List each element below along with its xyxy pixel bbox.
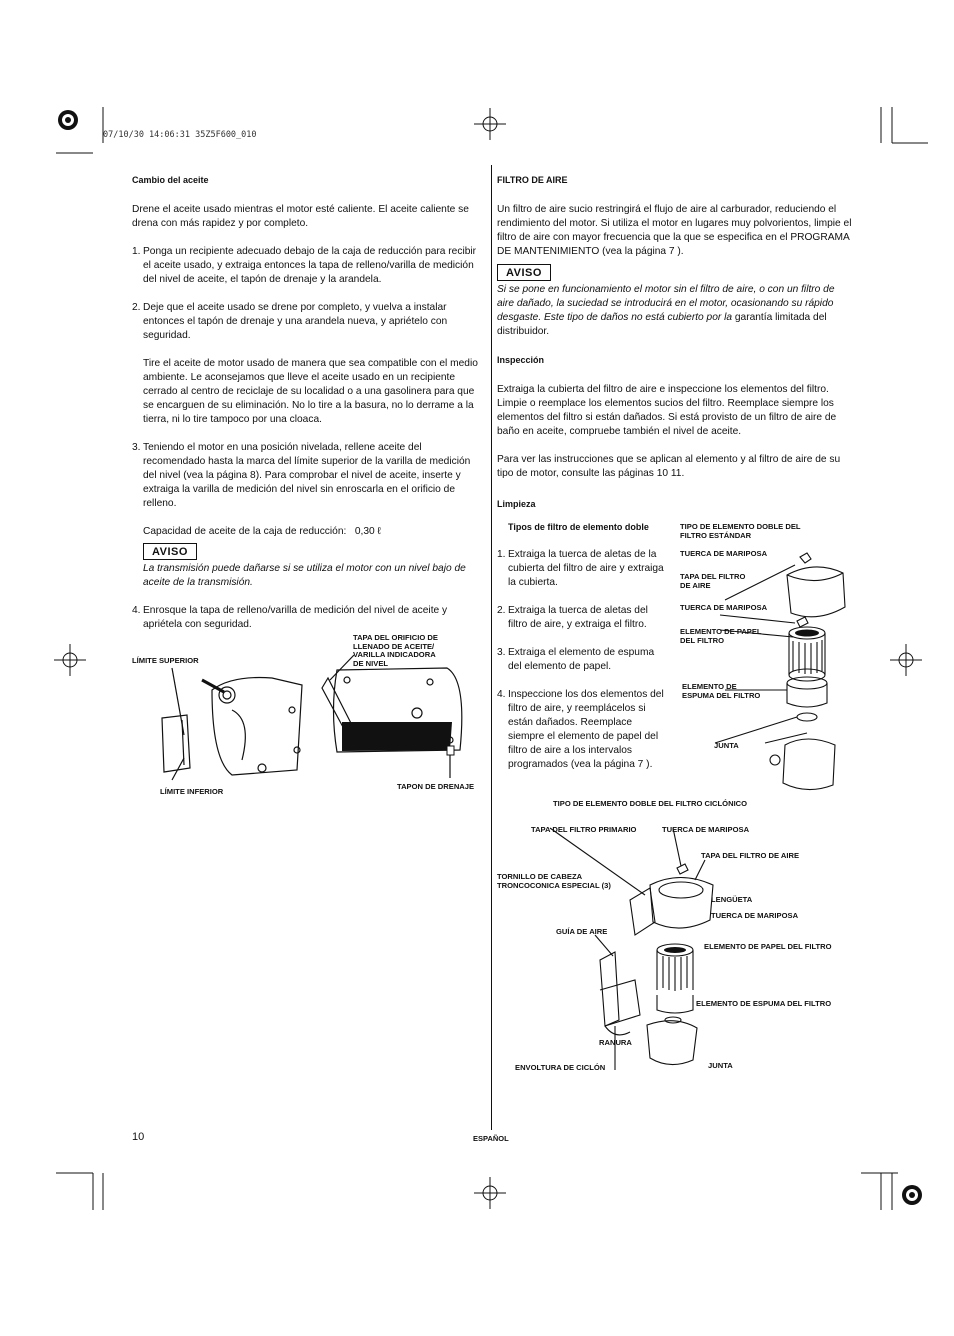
oil-step-3: 3. Teniendo el motor en una posición nivelada, rellene aceite del recomendado hasta la marca del límite superior de la varilla de medición del nivel (vea la página 8). Para comprobar el nivel de aceite, inserte y extraiga la varilla de medición del nivel sin enroscarla en el orificio de relleno. [132,442,471,509]
label-filler-cap: TAPA DEL ORIFICIO DE LLENADO DE ACEITE/ VARILLA INDICADORA DE NIVEL [353,633,438,668]
label-cyc-air-guide: GUÍA DE AIRE [556,927,608,936]
air-step-3: 3. Extraiga el elemento de espuma del elemento de papel. [497,647,655,672]
aviso-badge-air: AVISO [497,264,551,281]
left-column [132,175,482,539]
oil-capacity: Capacidad de aceite de la caja de reducción: 0,30 ℓ [143,526,381,537]
aviso-badge-oil: AVISO [143,543,197,560]
air-step-2: 2. Extraiga la tuerca de aletas del filtro de aire, y extraiga el filtro. [497,605,648,630]
cleaning-heading: Limpieza [497,499,536,509]
label-lower-limit: LÍMITE INFERIOR [160,787,224,796]
inspection-pages: Para ver las instrucciones que se aplican al elemento y al filtro de aire de su tipo de motor, consulte las páginas 10 11. [497,454,841,479]
label-cyc-groove: RANURA [599,1038,632,1047]
label-cyc-wing-nut-2: TUERCA DE MARIPOSA [711,911,799,920]
aviso-text-oil: La transmisión puede dañarse si se utiliza el motor con un nivel bajo de aceite de la transmisión. [143,563,466,588]
oil-step-2-extra: Tire el aceite de motor usado de manera que sea compatible con el medio ambiente. Le aconsejamos que lleve el aceite usado en un recipiente cerrado al centro de reciclaje de su localidad o a una gasolinera para que se encarguen de su eliminación. No lo tire a la basura, no lo derrame a la tierra, ni lo tire tampoco por una cloaca. [143,358,478,425]
oil-step-2: 2. Deje que el aceite usado se drene por completo, y vuelva a instalar entonces el tapón de drenaje y una arandela nueva, y apriételo con seguridad. [132,302,448,341]
label-cyc-title: TIPO DE ELEMENTO DOBLE DEL FILTRO CICLÓNICO [553,799,748,808]
section-heading-oil: Cambio del aceite [132,175,209,185]
aviso-text-air: Si se pone en funcionamiento el motor sin el filtro de aire, o con un filtro de aire dañado, la suciedad se introducirá en el motor, ocasionando su rápido desgaste. Este tipo de daños no está cubierto por la garantía limitada del distribuidor. [497,284,835,337]
label-std-wing-nut-1: TUERCA DE MARIPOSA [680,549,768,558]
language-label: ESPAÑOL [473,1134,509,1143]
label-cyc-tab: LENGÜETA [711,895,753,904]
air-filter-intro: Un filtro de aire sucio restringirá el flujo de aire al carburador, reduciendo el rendimiento del motor. Si utiliza el motor en lugares muy polvorientos, limpie el filtro de aire con mayor frecuencia que la que se especifica en el PROGRAMA DE MANTENIMIENTO (vea la página 7 ). [497,204,852,257]
label-cyc-gasket: JUNTA [708,1061,733,1070]
label-std-foam: ELEMENTO DE ESPUMA DEL FILTRO [682,682,761,700]
print-stamp: 07/10/30 14:06:31 35Z5F600_010 [103,130,257,140]
label-drain-plug: TAPON DE DRENAJE [397,782,475,791]
section-heading-air-filter: FILTRO DE AIRE [497,175,568,185]
label-upper-limit: LÍMITE SUPERIOR [132,656,199,665]
label-cyc-primary-cover: TAPA DEL FILTRO PRIMARIO [531,825,637,834]
cyclone-filter-figure [585,840,725,1070]
oil-change-figure [132,650,492,790]
oil-step-1: 1. Ponga un recipiente adecuado debajo de la caja de reducción para recibir el aceite usado, y extraiga entonces la tapa de relleno/varilla de medición del nivel de aceite, el tapón de drenaje y la arandela. [132,246,477,285]
label-cyc-foam: ELEMENTO DE ESPUMA DEL FILTRO [696,999,832,1008]
air-step-1: 1. Extraiga la tuerca de aletas de la cubierta del filtro de aire y extraiga la cubierta. [497,549,664,588]
column-divider [491,165,492,1130]
inspection-heading: Inspección [497,355,545,365]
label-std-title: TIPO DE ELEMENTO DOBLE DEL FILTRO ESTÁNDAR [680,522,801,540]
oil-intro: Drene el aceite usado mientras el motor esté caliente. El aceite caliente se drena con más rapidez y por completo. [132,204,469,229]
label-std-paper: ELEMENTO DE PAPEL DEL FILTRO [680,627,762,645]
standard-filter-figure [745,545,855,805]
label-cyc-housing: ENVOLTURA DE CICLÓN [515,1063,606,1072]
right-column [497,175,852,259]
inspection-text: Extraiga la cubierta del filtro de aire e inspeccione los elementos del filtro. Limpie o reemplace los elementos sucios del filtro. Reemplace siempre los elementos del filtro si están dañados. Si está provisto de un filtro de aire de baño en aceite, compruebe también el nivel de aceite. [497,384,837,437]
label-cyc-cover: TAPA DEL FILTRO DE AIRE [701,851,800,860]
air-step-4: 4. Inspeccione los dos elementos del filtro de aire, y reemplácelos si están dañados. Reemplace siempre el elemento de papel del filtro de aire a los intervalos programados (vea la página 7 ). [497,689,664,770]
label-std-cover: TAPA DEL FILTRO DE AIRE [680,572,746,590]
inspection-section [497,355,852,509]
double-element-heading: Tipos de filtro de elemento doble [508,522,649,532]
label-std-gasket: JUNTA [714,741,739,750]
oil-step-4: 4. Enrosque la tapa de relleno/varilla de medición del nivel de aceite y apriétela con seguridad. [132,605,448,630]
label-std-wing-nut-2: TUERCA DE MARIPOSA [680,603,768,612]
page-number: 10 [132,1131,145,1143]
label-cyc-wing-nut-1: TUERCA DE MARIPOSA [662,825,750,834]
label-cyc-screw: TORNILLO DE CABEZA TRONCOCONICA ESPECIAL (3) [497,872,611,890]
label-cyc-paper: ELEMENTO DE PAPEL DEL FILTRO [704,942,832,951]
